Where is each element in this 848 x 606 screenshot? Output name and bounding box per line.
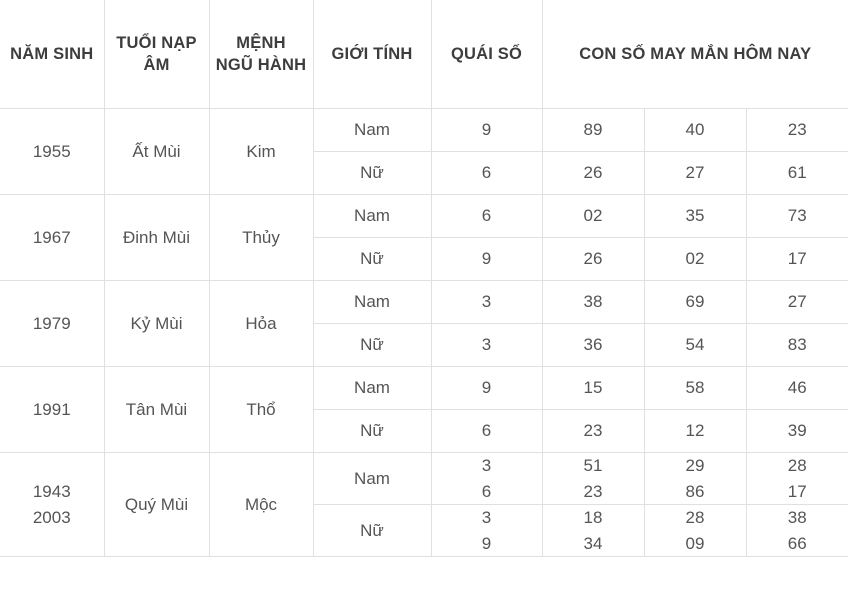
table-body <box>0 109 848 557</box>
cell-lucky-number-3: 17 <box>746 238 848 281</box>
cell-gioi-tinh: Nam <box>313 453 431 505</box>
cell-tuoi-nap-am: Đinh Mùi <box>104 195 209 281</box>
table-row <box>0 367 848 410</box>
cell-lucky-number-2: 69 <box>644 281 746 324</box>
cell-nam-sinh-line-2: 2003 <box>32 507 71 527</box>
cell-quai-so <box>431 453 542 505</box>
cell-lucky-number-3-line-2: 17 <box>787 481 807 501</box>
cell-quai-so: 3 <box>431 281 542 324</box>
cell-lucky-number-3: 23 <box>746 109 848 152</box>
cell-lucky-number-1: 89 <box>542 109 644 152</box>
cell-quai-so <box>431 505 542 557</box>
cell-menh-ngu-hanh: Hỏa <box>209 281 313 367</box>
cell-lucky-number-2 <box>644 505 746 557</box>
cell-lucky-number-3: 46 <box>746 367 848 410</box>
column-header-menh-ngu-hanh: MỆNH NGŨ HÀNH <box>209 0 313 109</box>
cell-quai-so-line-2: 6 <box>481 481 492 501</box>
cell-lucky-number-3: 61 <box>746 152 848 195</box>
cell-lucky-number-1: 15 <box>542 367 644 410</box>
cell-gioi-tinh: Nam <box>313 109 431 152</box>
cell-lucky-number-3-line-2: 66 <box>787 533 807 553</box>
cell-tuoi-nap-am: Quý Mùi <box>104 453 209 557</box>
cell-gioi-tinh: Nam <box>313 195 431 238</box>
column-header-nam-sinh: NĂM SINH <box>0 0 104 109</box>
cell-lucky-number-2: 27 <box>644 152 746 195</box>
table-header <box>0 0 848 109</box>
cell-menh-ngu-hanh: Mộc <box>209 453 313 557</box>
cell-lucky-number-1: 23 <box>542 410 644 453</box>
cell-lucky-number-3-line-1: 38 <box>787 508 807 527</box>
cell-nam-sinh <box>0 453 104 557</box>
cell-quai-so: 9 <box>431 367 542 410</box>
cell-lucky-number-2-line-1: 29 <box>685 456 705 475</box>
cell-nam-sinh: 1979 <box>0 281 104 367</box>
cell-lucky-number-1: 02 <box>542 195 644 238</box>
cell-gioi-tinh: Nữ <box>313 505 431 557</box>
cell-nam-sinh: 1967 <box>0 195 104 281</box>
cell-lucky-number-1-line-1: 18 <box>583 508 603 527</box>
table-row <box>0 195 848 238</box>
cell-lucky-number-2: 02 <box>644 238 746 281</box>
cell-menh-ngu-hanh: Kim <box>209 109 313 195</box>
cell-lucky-number-3: 73 <box>746 195 848 238</box>
cell-tuoi-nap-am: Ất Mùi <box>104 109 209 195</box>
cell-lucky-number-1: 26 <box>542 238 644 281</box>
table-header-row <box>0 0 848 109</box>
column-header-con-so-may-man: CON SỐ MAY MẮN HÔM NAY <box>542 0 848 109</box>
cell-lucky-number-2: 58 <box>644 367 746 410</box>
cell-lucky-number-2: 40 <box>644 109 746 152</box>
cell-nam-sinh: 1955 <box>0 109 104 195</box>
cell-quai-so: 6 <box>431 410 542 453</box>
cell-lucky-number-2-line-2: 86 <box>685 481 705 501</box>
cell-gioi-tinh: Nữ <box>313 238 431 281</box>
column-header-quai-so: QUÁI SỐ <box>431 0 542 109</box>
cell-quai-so: 9 <box>431 238 542 281</box>
cell-gioi-tinh: Nam <box>313 367 431 410</box>
cell-nam-sinh: 1991 <box>0 367 104 453</box>
column-header-tuoi-nap-am: TUỔI NẠP ÂM <box>104 0 209 109</box>
cell-lucky-number-2 <box>644 453 746 505</box>
cell-menh-ngu-hanh: Thủy <box>209 195 313 281</box>
cell-tuoi-nap-am: Tân Mùi <box>104 367 209 453</box>
cell-lucky-number-2: 35 <box>644 195 746 238</box>
cell-lucky-number-2: 54 <box>644 324 746 367</box>
table-row <box>0 109 848 152</box>
cell-gioi-tinh: Nữ <box>313 410 431 453</box>
cell-quai-so-line-2: 9 <box>481 533 492 553</box>
cell-lucky-number-1-line-2: 34 <box>583 533 603 553</box>
cell-lucky-number-1: 26 <box>542 152 644 195</box>
cell-lucky-number-1-line-2: 23 <box>583 481 603 501</box>
table-row <box>0 281 848 324</box>
cell-menh-ngu-hanh: Thổ <box>209 367 313 453</box>
cell-lucky-number-3-line-1: 28 <box>787 456 807 475</box>
cell-gioi-tinh: Nữ <box>313 324 431 367</box>
cell-lucky-number-3: 39 <box>746 410 848 453</box>
cell-lucky-number-3 <box>746 505 848 557</box>
cell-lucky-number-3: 83 <box>746 324 848 367</box>
cell-nam-sinh-line-1: 1943 <box>32 482 71 501</box>
cell-quai-so-line-1: 3 <box>481 508 492 527</box>
cell-lucky-number-2: 12 <box>644 410 746 453</box>
cell-quai-so: 9 <box>431 109 542 152</box>
cell-lucky-number-3 <box>746 453 848 505</box>
cell-quai-so-line-1: 3 <box>481 456 492 475</box>
cell-quai-so: 6 <box>431 152 542 195</box>
cell-quai-so: 3 <box>431 324 542 367</box>
cell-lucky-number-1-line-1: 51 <box>583 456 603 475</box>
cell-tuoi-nap-am: Kỷ Mùi <box>104 281 209 367</box>
column-header-gioi-tinh: GIỚI TÍNH <box>313 0 431 109</box>
cell-lucky-number-1 <box>542 505 644 557</box>
cell-quai-so: 6 <box>431 195 542 238</box>
cell-lucky-number-3: 27 <box>746 281 848 324</box>
cell-lucky-number-1 <box>542 453 644 505</box>
cell-lucky-number-2-line-2: 09 <box>685 533 705 553</box>
cell-lucky-number-1: 36 <box>542 324 644 367</box>
cell-gioi-tinh: Nữ <box>313 152 431 195</box>
cell-gioi-tinh: Nam <box>313 281 431 324</box>
cell-lucky-number-2-line-1: 28 <box>685 508 705 527</box>
table-row <box>0 453 848 505</box>
cell-lucky-number-1: 38 <box>542 281 644 324</box>
